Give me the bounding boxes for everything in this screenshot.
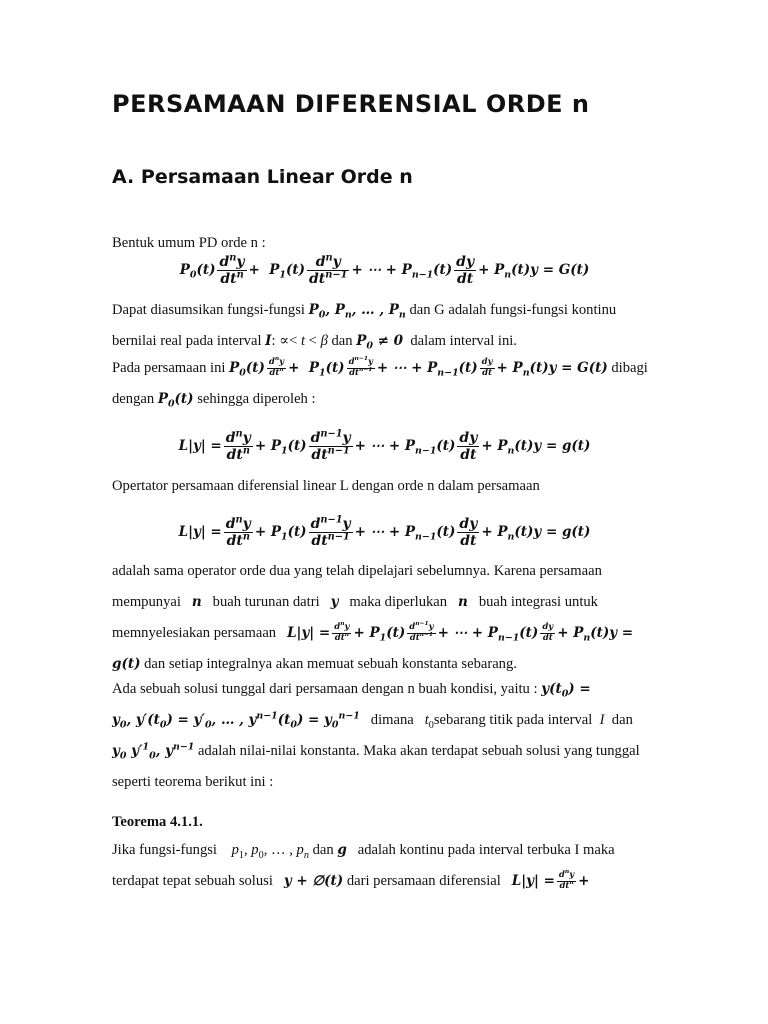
paragraph-operator: Opertator persamaan diferensial linear L dengan orde n dalam persamaan [112, 478, 540, 494]
section-heading: A. Persamaan Linear Orde n [112, 166, 413, 188]
theorem-title: Teorema 4.1.1. [112, 814, 203, 830]
equation-operator-1: L|y| = $\frac{d^ny}{dt^n}$ + $P_1(t)$ $\frac{d^{n-1}y}{dt^{n-1}}$ + ⋯ + $P_{n-1}(t)$ $\frac{dy}{dt}$ + $P_n(t)y = g(t)$ [178, 428, 591, 464]
equation-general-form: $P_0(t)$ $\frac{d^ny}{dt^n}$ + $P_1(t)$ $\frac{d^ny}{dt^{n-1}}$ + ⋯ + $P_{n-1}(t)$ $\frac{dy}{dt}$ + $P_n(t)y = G(t)$ [179, 252, 590, 288]
page-title: PERSAMAAN DIFERENSIAL ORDE n [112, 90, 590, 118]
paragraph-integration: adalah sama operator orde dua yang telah dipelajari sebelumnya. Karena persamaan mempunyai n buah turunan datri y maka diperlukan n buah integrasi untuk memnyelesiakan persamaan L|y| = $\frac{d^ny}{dt^n}$ + $P_1(t)$ $\frac{d^{n-1}y}{dt^{n-1}}$ + ⋯ + $P_{n-1}(t)$ $\frac{dy}{dt}$ + $P_n(t)y$ = g(t) dan setiap integralnya akan memuat sebuah konstanta sebarang. [112, 563, 634, 672]
equation-operator-2: L|y| = $\frac{d^ny}{dt^n}$ + $P_1(t)$ $\frac{d^{n-1}y}{dt^{n-1}}$ + ⋯ + $P_{n-1}(t)$ $\frac{dy}{dt}$ + $P_n(t)y = g(t)$ [178, 514, 591, 550]
paragraph-unique-solution: Ada sebuah solusi tunggal dari persamaan dengan n buah kondisi, yaitu : $y(t_0)$ = $y_0$, $y'(t_0) = y'_0$, … , $y^{n-1}(t_0) = y_0^{n-1}$ dimana $t_0sebarang$ titik pada interval I dan $y_0$ $y'^1_0$, $y^{n-1}$ adalah nilai-nilai konstanta. Maka akan terdapat sebuah solusi yang tunggal seperti teorema berikut ini : [112, 681, 640, 790]
paragraph-division: Pada persamaan ini $P_0(t)$ $\frac{d^ny}{dt^n}$ + $P_1(t)$ $\frac{d^{n-1}y}{dt^{n-1}}$ + ⋯ + $P_{n-1}(t)$ $\frac{dy}{dt}$ + $P_n(t)y = G(t)$ dibagi dengan $P_0(t)$ sehingga diperoleh : [112, 355, 648, 410]
intro-text: Bentuk umum PD orde n : [112, 235, 266, 251]
paragraph-theorem: Jika fungsi-fungsi $p_1$, $p_0$, … , $p_n$ dan g adalah kontinu pada interval terbuka I maka terdapat tepat sebuah solusi y + ∅(t) dari persamaan diferensial L|y| = $\frac{d^ny}{dt^n}$ + [112, 842, 615, 892]
paragraph-assumption: Dapat diasumsikan fungsi-fungsi $P_0$, $P_n$, … , $P_n$ dan G adalah fungsi-fungsi kontinu bernilai real pada interval I: ∝< t < β dan $P_0 \ne 0$ dalam interval ini. [112, 302, 617, 352]
